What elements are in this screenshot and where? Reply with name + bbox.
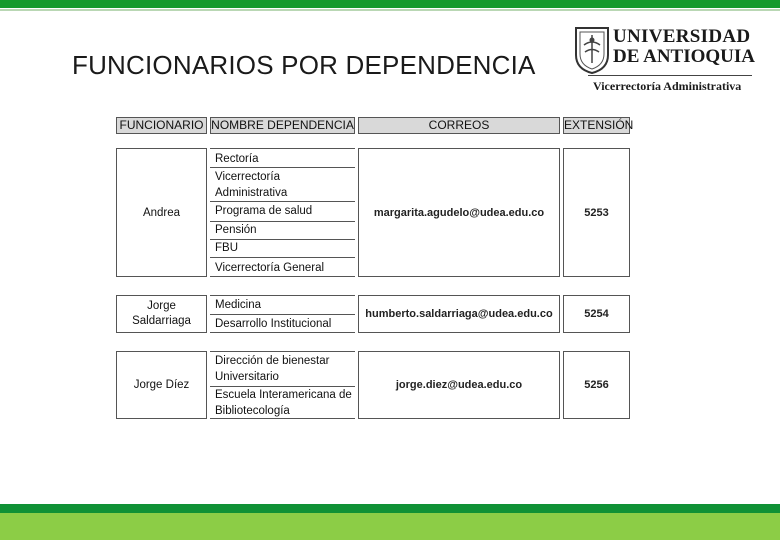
logo-divider xyxy=(588,75,752,76)
extension-cell: 5254 xyxy=(563,295,630,333)
university-logo xyxy=(570,22,760,94)
funcionario-cell: Jorge Díez xyxy=(116,351,207,419)
dependencia-item: Medicina xyxy=(215,299,262,311)
dependencia-item: Vicerrectoría xyxy=(215,171,280,183)
dependencia-item: Vicerrectoría General xyxy=(215,262,325,274)
dependencia-item: Escuela Interamericana de xyxy=(215,389,352,401)
dependencia-item: Administrativa xyxy=(215,187,288,199)
dependencias-list xyxy=(210,295,355,333)
funcionario-name: Jorge Saldarriaga xyxy=(132,300,191,327)
row-divider xyxy=(210,221,355,222)
email-link[interactable]: jorge.diez@udea.edu.co xyxy=(358,351,560,419)
header-nombre-dependencia: NOMBRE DEPENDENCIA xyxy=(211,118,354,132)
row-divider xyxy=(210,314,355,315)
dependencias-list xyxy=(210,148,355,277)
dependencia-item: Bibliotecología xyxy=(215,405,290,417)
dependencia-item: Rectoría xyxy=(215,153,259,165)
dependencia-item: Dirección de bienestar xyxy=(215,355,330,367)
extension-cell: 5256 xyxy=(563,351,630,419)
top-accent-bar xyxy=(0,0,780,8)
logo-subtitle: Vicerrectoría Administrativa xyxy=(593,79,742,93)
bottom-accent-bar xyxy=(0,504,780,513)
page-title: FUNCIONARIOS POR DEPENDENCIA xyxy=(72,50,536,80)
header-correos: CORREOS xyxy=(358,117,560,134)
top-accent-line xyxy=(0,9,780,11)
email-link[interactable]: margarita.agudelo@udea.edu.co xyxy=(358,148,560,277)
dependencias-list xyxy=(210,351,355,419)
row-divider xyxy=(210,239,355,240)
extension-cell: 5253 xyxy=(563,148,630,277)
row-divider xyxy=(210,386,355,387)
logo-text-universidad: UNIVERSIDAD xyxy=(613,26,751,47)
dependencia-item: FBU xyxy=(215,242,238,254)
row-divider xyxy=(210,167,355,168)
bottom-accent-band xyxy=(0,513,780,540)
dependencia-item: Programa de salud xyxy=(215,205,313,217)
header-extension: EXTENSIÓN xyxy=(564,118,634,132)
funcionario-cell: Andrea xyxy=(116,148,207,277)
funcionario-cell xyxy=(116,295,207,333)
row-divider xyxy=(210,201,355,202)
dependencia-item: Pensión xyxy=(215,224,257,236)
header-funcionario: FUNCIONARIO xyxy=(116,117,207,134)
logo-text-antioquia: DE ANTIOQUIA xyxy=(613,46,755,67)
dependencia-item: Desarrollo Institucional xyxy=(215,318,332,330)
university-seal-icon xyxy=(573,25,611,75)
row-divider xyxy=(210,257,355,258)
email-link[interactable]: humberto.saldarriaga@udea.edu.co xyxy=(358,295,560,333)
dependencia-item: Universitario xyxy=(215,371,279,383)
